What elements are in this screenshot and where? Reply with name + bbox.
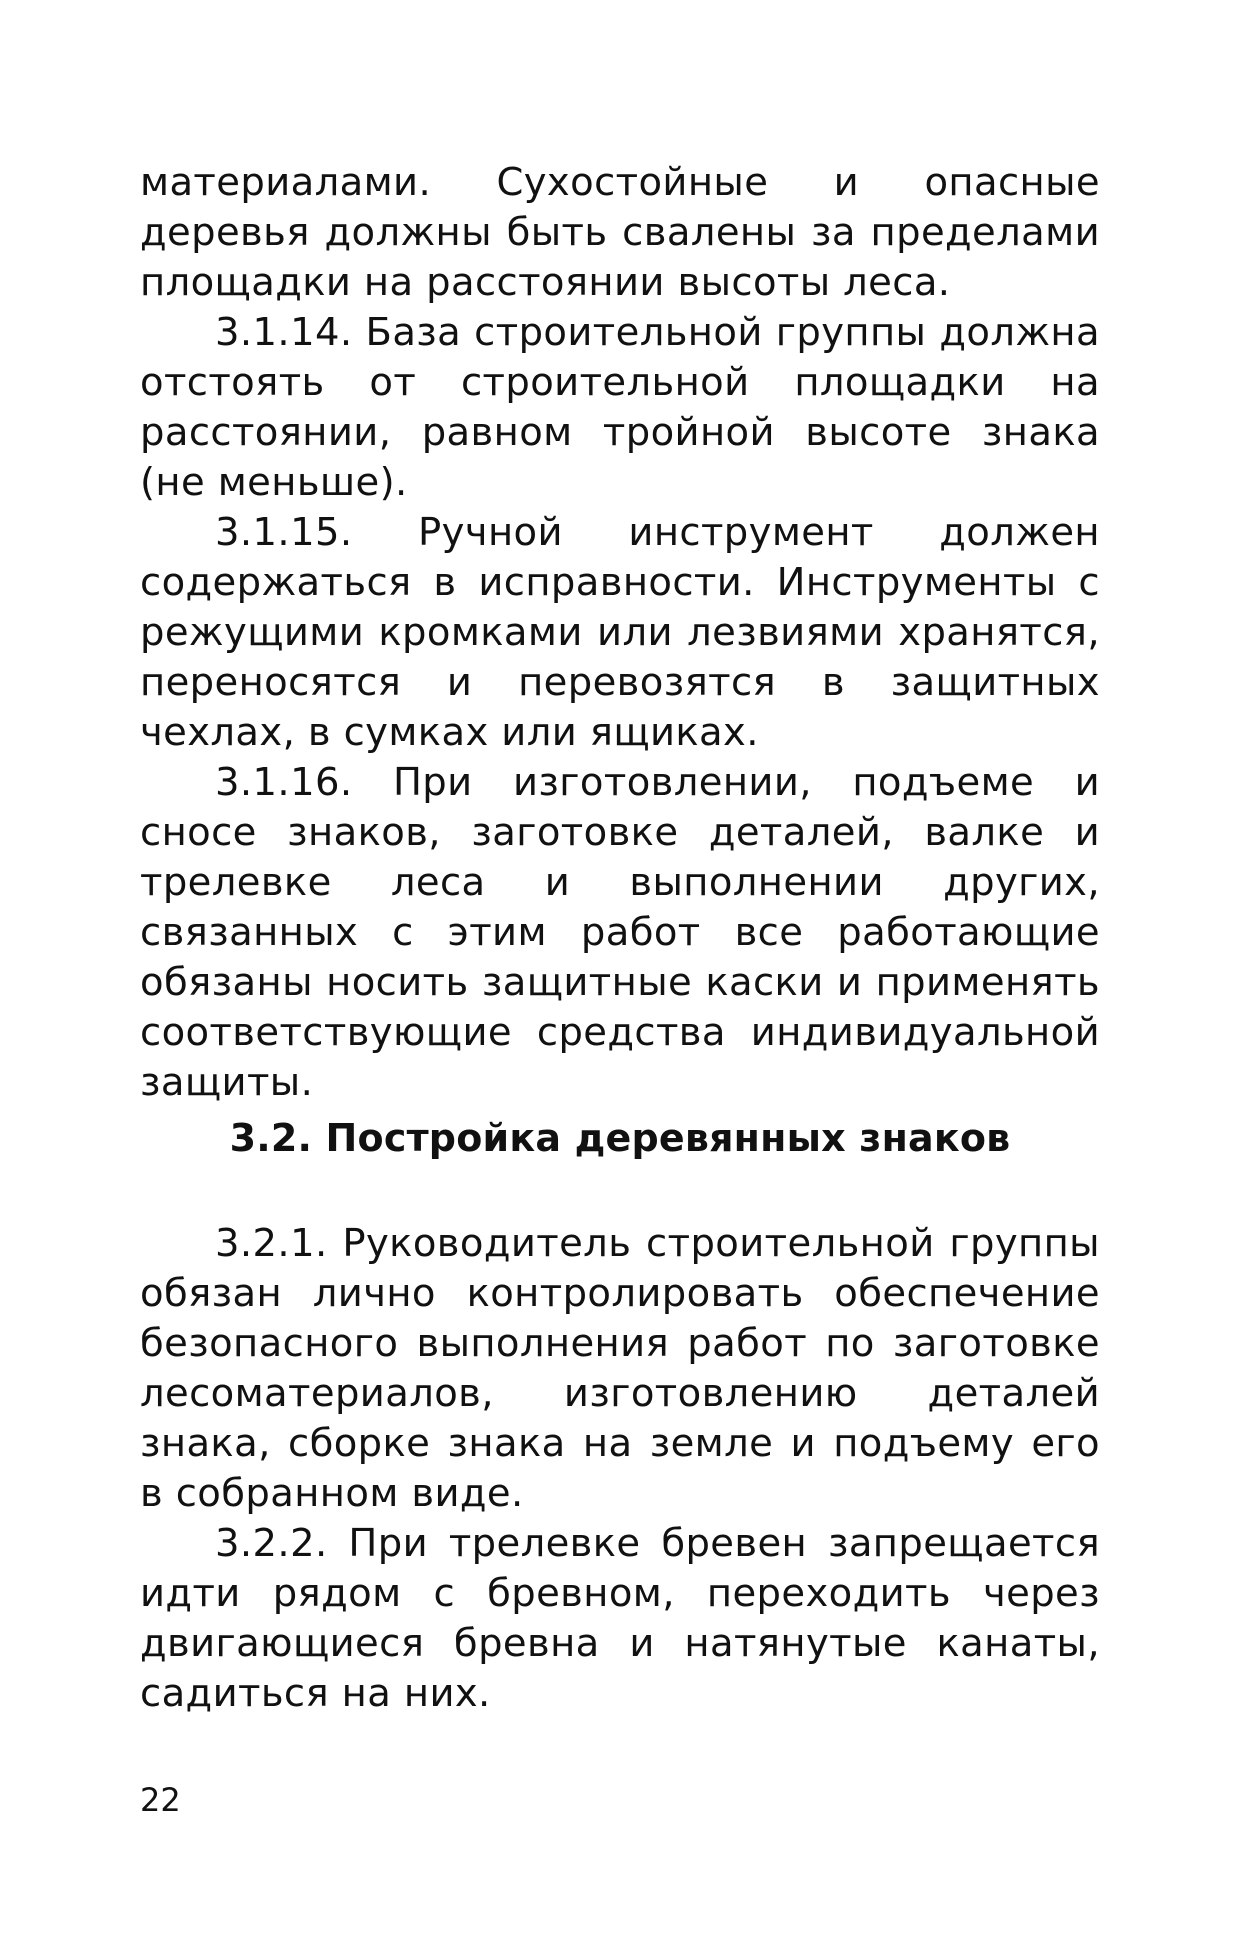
paragraph-3-2-2: 3.2.2. При трелевке бревен запрещается идти рядом с бревном, переходить через двигающиеся бревна и натянутые канаты, садиться на них. bbox=[140, 1521, 1100, 1716]
page-number: 22 bbox=[140, 1781, 181, 1819]
paragraph-3-1-15: 3.1.15. Ручной инструмент должен содержаться в исправности. Инструменты с режущими кромками или лезвиями хранятся, переносятся и перевозятся в защитных чехлах, в сумках или ящиках. bbox=[140, 510, 1100, 755]
paragraph-3-2-1: 3.2.1. Руководитель строительной группы обязан лично контролировать обеспечение безопасного выполнения работ по заготовке лесоматериалов, изготовлению деталей знака, сборке знака на земле и подъему его в собранном виде. bbox=[140, 1221, 1100, 1516]
paragraph-3-1-14: 3.1.14. База строительной группы должна отстоять от строительной площадки на расстоянии, равном тройной высоте знака (не меньше). bbox=[140, 310, 1100, 505]
section-text-bottom bbox=[140, 1219, 1100, 1719]
section-text-top bbox=[140, 158, 1100, 1108]
paragraph-continuation: материалами. Сухостойные и опасные деревья должны быть свалены за пределами площадки на расстоянии высоты леса. bbox=[140, 160, 1100, 305]
paragraph-3-1-16: 3.1.16. При изготовлении, подъеме и сносе знаков, заготовке деталей, валке и трелевке леса и выполнении других, связанных с этим работ все работающие обязаны носить защитные каски и применять соответствующие средства индивидуальной защиты. bbox=[140, 760, 1100, 1105]
section-heading: 3.2. Постройка деревянных знаков bbox=[229, 1116, 1011, 1160]
